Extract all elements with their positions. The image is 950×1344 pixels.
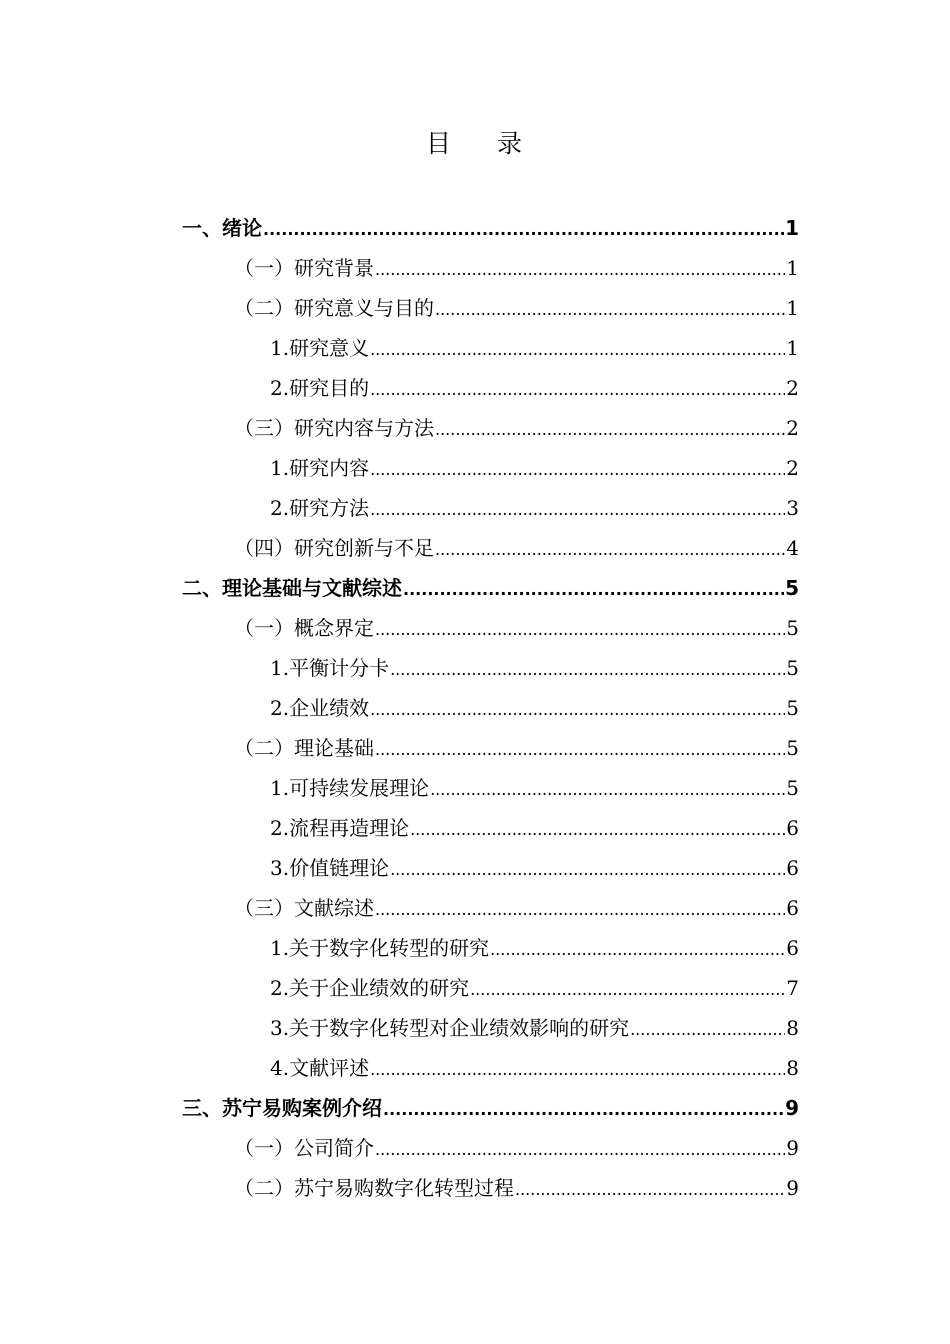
toc-dot-leader <box>375 890 785 930</box>
toc-dot-leader <box>470 970 785 1010</box>
toc-entry-label: （三）文献综述 <box>234 896 374 920</box>
toc-page-number: 1 <box>786 336 799 360</box>
toc-title-part1: 目 <box>425 129 453 158</box>
toc-page-number: 1 <box>786 256 799 280</box>
toc-list <box>182 208 799 1208</box>
toc-page-number: 3 <box>786 496 799 520</box>
toc-entry-label: 2.研究方法 <box>270 496 370 520</box>
toc-page-number: 6 <box>786 896 799 920</box>
toc-entry-label: 4.文献评述 <box>270 1056 370 1080</box>
toc-dot-leader <box>630 1010 785 1050</box>
toc-entry-label: 2.研究目的 <box>270 376 370 400</box>
toc-page-number: 5 <box>786 696 799 720</box>
toc-dot-leader <box>435 290 785 330</box>
toc-entry-label: 1.关于数字化转型的研究 <box>270 936 490 960</box>
toc-entry[interactable] <box>182 368 799 408</box>
toc-entry[interactable] <box>182 1128 799 1168</box>
toc-dot-leader <box>435 530 785 570</box>
toc-page-number: 9 <box>786 1176 799 1200</box>
toc-entry[interactable] <box>182 888 799 928</box>
toc-page-number: 1 <box>786 296 799 320</box>
toc-dot-leader <box>375 250 785 290</box>
toc-page-number: 5 <box>786 616 799 640</box>
toc-dot-leader <box>375 610 785 650</box>
toc-entry-label: 二、理论基础与文献综述 <box>182 576 402 600</box>
toc-entry[interactable] <box>182 528 799 568</box>
toc-page-number: 1 <box>785 216 799 240</box>
toc-entry[interactable] <box>182 848 799 888</box>
toc-dot-leader <box>390 850 785 890</box>
toc-entry-label: （二）苏宁易购数字化转型过程 <box>234 1176 514 1200</box>
toc-entry[interactable] <box>182 808 799 848</box>
toc-dot-leader <box>410 810 785 850</box>
toc-entry[interactable] <box>182 488 799 528</box>
toc-dot-leader <box>370 690 785 730</box>
toc-dot-leader <box>370 450 785 490</box>
toc-dot-leader <box>375 730 785 770</box>
toc-entry-label: 一、绪论 <box>182 216 262 240</box>
toc-entry-label: 3.价值链理论 <box>270 856 390 880</box>
toc-page-number: 7 <box>786 976 799 1000</box>
toc-dot-leader <box>403 570 784 610</box>
toc-entry-label: 三、苏宁易购案例介绍 <box>182 1096 382 1120</box>
toc-page-number: 2 <box>786 456 799 480</box>
toc-entry-label: 1.研究意义 <box>270 336 370 360</box>
toc-entry[interactable] <box>182 1048 799 1088</box>
toc-entry[interactable] <box>182 1168 799 1208</box>
toc-entry-label: （一）公司简介 <box>234 1136 374 1160</box>
toc-dot-leader <box>435 410 785 450</box>
toc-page-number: 8 <box>786 1056 799 1080</box>
toc-dot-leader <box>390 650 785 690</box>
toc-entry[interactable] <box>182 728 799 768</box>
toc-dot-leader <box>370 490 785 530</box>
toc-title <box>0 124 950 160</box>
toc-entry-label: 1.平衡计分卡 <box>270 656 390 680</box>
toc-dot-leader <box>370 370 785 410</box>
toc-entry[interactable] <box>182 568 799 608</box>
toc-entry[interactable] <box>182 448 799 488</box>
toc-page-number: 6 <box>786 816 799 840</box>
toc-page-number: 5 <box>785 576 799 600</box>
toc-page-number: 9 <box>786 1136 799 1160</box>
toc-page-number: 4 <box>786 536 799 560</box>
toc-entry[interactable] <box>182 328 799 368</box>
toc-entry-label: 2.关于企业绩效的研究 <box>270 976 470 1000</box>
toc-entry-label: （一）研究背景 <box>234 256 374 280</box>
toc-page-number: 6 <box>786 856 799 880</box>
toc-entry-label: 2.流程再造理论 <box>270 816 410 840</box>
toc-entry[interactable] <box>182 288 799 328</box>
toc-dot-leader <box>515 1170 785 1210</box>
toc-entry[interactable] <box>182 688 799 728</box>
toc-page-number: 6 <box>786 936 799 960</box>
toc-entry[interactable] <box>182 928 799 968</box>
toc-entry[interactable] <box>182 248 799 288</box>
toc-page-number: 8 <box>786 1016 799 1040</box>
toc-page-number: 5 <box>786 656 799 680</box>
toc-page-number: 5 <box>786 736 799 760</box>
toc-dot-leader <box>263 210 784 250</box>
toc-entry[interactable] <box>182 1088 799 1128</box>
toc-dot-leader <box>370 330 785 370</box>
toc-entry-label: 1.研究内容 <box>270 456 370 480</box>
toc-dot-leader <box>375 1130 785 1170</box>
toc-page-number: 9 <box>785 1096 799 1120</box>
toc-entry[interactable] <box>182 968 799 1008</box>
toc-dot-leader <box>383 1090 784 1130</box>
toc-dot-leader <box>430 770 785 810</box>
toc-title-part2: 录 <box>497 129 525 158</box>
toc-entry[interactable] <box>182 768 799 808</box>
toc-entry-label: （二）研究意义与目的 <box>234 296 434 320</box>
toc-entry-label: 2.企业绩效 <box>270 696 370 720</box>
toc-entry-label: 3.关于数字化转型对企业绩效影响的研究 <box>270 1016 630 1040</box>
toc-entry-label: （二）理论基础 <box>234 736 374 760</box>
toc-entry-label: （四）研究创新与不足 <box>234 536 434 560</box>
toc-dot-leader <box>490 930 785 970</box>
toc-page-number: 2 <box>786 416 799 440</box>
toc-entry-label: 1.可持续发展理论 <box>270 776 430 800</box>
toc-entry[interactable] <box>182 1008 799 1048</box>
toc-entry[interactable] <box>182 648 799 688</box>
toc-entry-label: （三）研究内容与方法 <box>234 416 434 440</box>
toc-page-number: 5 <box>786 776 799 800</box>
toc-entry[interactable] <box>182 608 799 648</box>
toc-dot-leader <box>370 1050 785 1090</box>
toc-entry[interactable] <box>182 208 799 248</box>
toc-entry[interactable] <box>182 408 799 448</box>
toc-page-number: 2 <box>786 376 799 400</box>
toc-entry-label: （一）概念界定 <box>234 616 374 640</box>
